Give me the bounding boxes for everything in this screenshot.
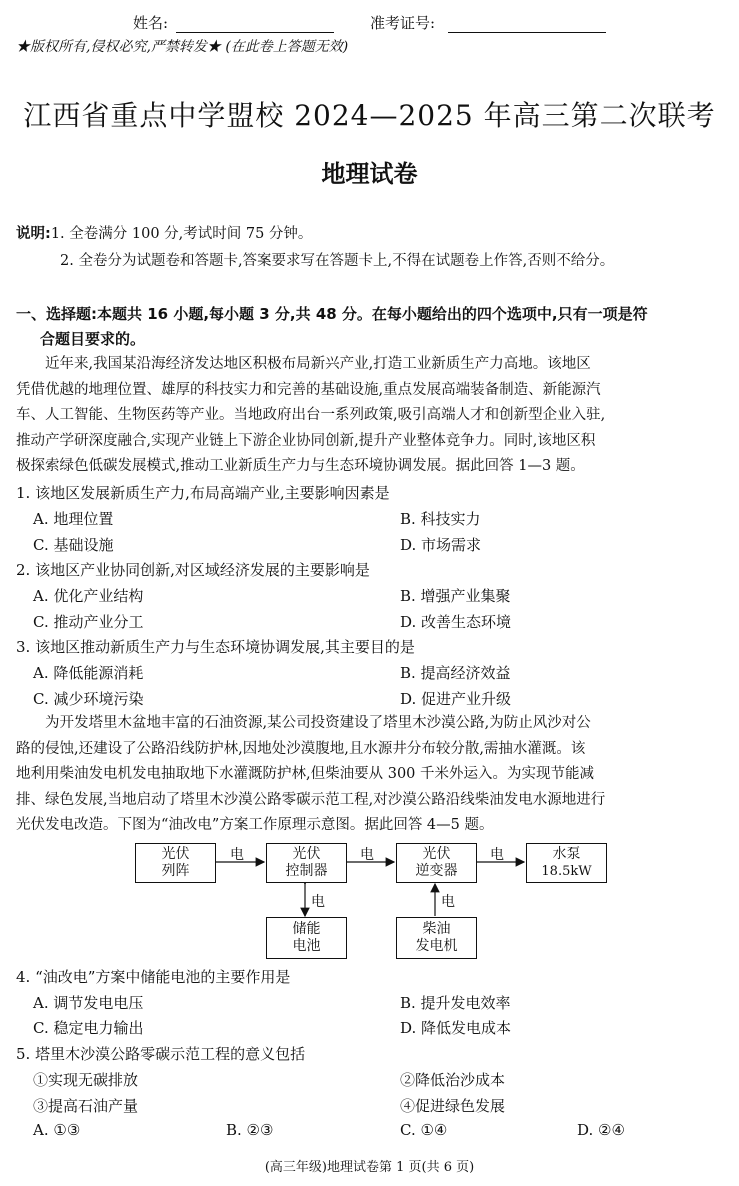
pv-array-label-1: 光伏 (161, 846, 190, 862)
question-2-option-a[interactable]: A. 优化产业结构 (33, 587, 144, 605)
pv-controller-label-2: 控制器 (285, 863, 328, 879)
battery-label-1: 储能 (292, 921, 321, 937)
passage-2-line: 排、绿色发展,当地启动了塔里木沙漠公路零碳示范工程,对沙漠公路沿线柴油发电水源地进行 (16, 791, 606, 808)
question-2-option-c[interactable]: C. 推动产业分工 (33, 613, 144, 631)
passage-1-line: 车、人工智能、生物医药等产业。当地政府出台一系列政策,吸引高端人才和创新型企业入驻, (16, 407, 606, 423)
question-4-option-b[interactable]: B. 提升发电效率 (400, 994, 511, 1012)
question-5-option-a[interactable]: A. ①③ (33, 1121, 81, 1139)
question-5-option-b[interactable]: B. ②③ (226, 1121, 274, 1139)
question-1-option-a[interactable]: A. 地理位置 (33, 510, 114, 528)
page-footer: (高三年级)地理试卷第 1 页(共 6 页) (264, 1160, 475, 1175)
question-4-option-d[interactable]: D. 降低发电成本 (400, 1019, 512, 1037)
question-5-item-3: ③提高石油产量 (33, 1097, 139, 1115)
question-5-option-c[interactable]: C. ①④ (400, 1121, 448, 1139)
question-3-option-c[interactable]: C. 减少环境污染 (33, 690, 144, 708)
edge-label-electricity: 电 (311, 894, 325, 910)
question-4-option-c[interactable]: C. 稳定电力输出 (33, 1019, 144, 1037)
pv-controller-box (266, 843, 347, 883)
battery-box (266, 917, 347, 959)
question-2-stem: 2. 该地区产业协同创新,对区域经济发展的主要影响是 (16, 561, 370, 579)
passage-1-line: 近年来,我国某沿海经济发达地区积极布局新兴产业,打造工业新质生产力高地。该地区 (45, 356, 591, 372)
question-5-item-4: ④促进绿色发展 (400, 1097, 506, 1115)
question-4-stem: 4. “油改电”方案中储能电池的主要作用是 (16, 968, 291, 986)
section-heading-line-2: 合题目要求的。 (40, 330, 146, 348)
exam-number-label: 准考证号: (370, 14, 436, 32)
pv-array-box (135, 843, 216, 883)
section-heading-line-1: 一、选择题:本题共 16 小题,每小题 3 分,共 48 分。在每小题给出的四个选项中,只有一项是符 (16, 305, 648, 323)
diesel-generator-box (396, 917, 477, 959)
copyright-notice: ★版权所有,侵权必究,严禁转发★ (在此卷上答题无效) (16, 39, 349, 55)
instructions-line-2: 2. 全卷分为试题卷和答题卡,答案要求写在答题卡上,不得在试题卷上作答,否则不给分。 (60, 253, 615, 269)
edge-label-electricity: 电 (441, 894, 455, 910)
question-2-option-b[interactable]: B. 增强产业集聚 (400, 587, 511, 605)
passage-2-line: 地利用柴油发电机发电抽取地下水灌溉防护林,但柴油要从 300 千米外运入。为实现节能减 (16, 766, 594, 782)
diesel-label-2: 发电机 (415, 938, 458, 954)
name-label: 姓名: (133, 14, 169, 32)
diesel-label-1: 柴油 (422, 921, 451, 937)
pv-controller-label-1: 光伏 (292, 846, 321, 862)
pv-inverter-label-2: 逆变器 (415, 863, 458, 879)
question-3-option-b[interactable]: B. 提高经济效益 (400, 664, 511, 682)
passage-2-line: 路的侵蚀,还建设了公路沿线防护林,因地处沙漠腹地,且水源井分布较分散,需抽水灌溉。该 (16, 740, 586, 757)
question-5-item-2: ②降低治沙成本 (400, 1071, 506, 1089)
passage-1-line: 凭借优越的地理位置、雄厚的科技实力和完善的基础设施,重点发展高端装备制造、新能源汽 (16, 381, 601, 398)
passage-2-line: 为开发塔里木盆地丰富的石油资源,某公司投资建设了塔里木沙漠公路,为防止风沙对公 (45, 715, 591, 731)
pv-array-label-2: 列阵 (161, 863, 190, 879)
question-1-stem: 1. 该地区发展新质生产力,布局高端产业,主要影响因素是 (16, 484, 390, 502)
instructions-text-1: 1. 全卷满分 100 分,考试时间 75 分钟。 (50, 226, 313, 242)
question-1-option-d[interactable]: D. 市场需求 (400, 536, 482, 554)
passage-1-line: 推动产学研深度融合,实现产业链上下游企业协同创新,提升产业整体竞争力。同时,该地区积 (16, 432, 596, 449)
edge-label-electricity: 电 (230, 847, 244, 863)
question-5-item-1: ①实现无碳排放 (33, 1071, 139, 1089)
question-5-stem: 5. 塔里木沙漠公路零碳示范工程的意义包括 (16, 1045, 306, 1063)
question-1-option-c[interactable]: C. 基础设施 (33, 536, 114, 554)
question-2-option-d[interactable]: D. 改善生态环境 (400, 613, 512, 631)
edge-label-electricity: 电 (360, 847, 374, 863)
instructions-label: 说明: (16, 226, 51, 242)
water-pump-box (526, 843, 607, 883)
question-4-option-a[interactable]: A. 调节发电电压 (33, 994, 144, 1012)
question-5-option-d[interactable]: D. ②④ (577, 1121, 625, 1139)
question-3-stem: 3. 该地区推动新质生产力与生态环境协调发展,其主要目的是 (16, 638, 415, 656)
question-1-option-b[interactable]: B. 科技实力 (400, 510, 481, 528)
question-3-option-a[interactable]: A. 降低能源消耗 (33, 664, 144, 682)
passage-1-line: 极探索绿色低碳发展模式,推动工业新质生产力与生态环境协调发展。据此回答 1—3 题。 (16, 458, 585, 474)
edge-label-electricity: 电 (490, 847, 504, 863)
water-pump-label-1: 水泵 (552, 846, 581, 862)
water-pump-label-2: 18.5kW (541, 864, 592, 879)
passage-2-line: 光伏发电改造。下图为“油改电”方案工作原理示意图。据此回答 4—5 题。 (16, 817, 494, 833)
battery-label-2: 电池 (292, 938, 321, 954)
question-3-option-d[interactable]: D. 促进产业升级 (400, 690, 512, 708)
pv-inverter-label-1: 光伏 (422, 846, 451, 862)
pv-inverter-box (396, 843, 477, 883)
exam-subtitle: 地理试卷 (321, 160, 418, 188)
exam-title: 江西省重点中学盟校 2024—2025 年高三第二次联考 (23, 99, 716, 132)
